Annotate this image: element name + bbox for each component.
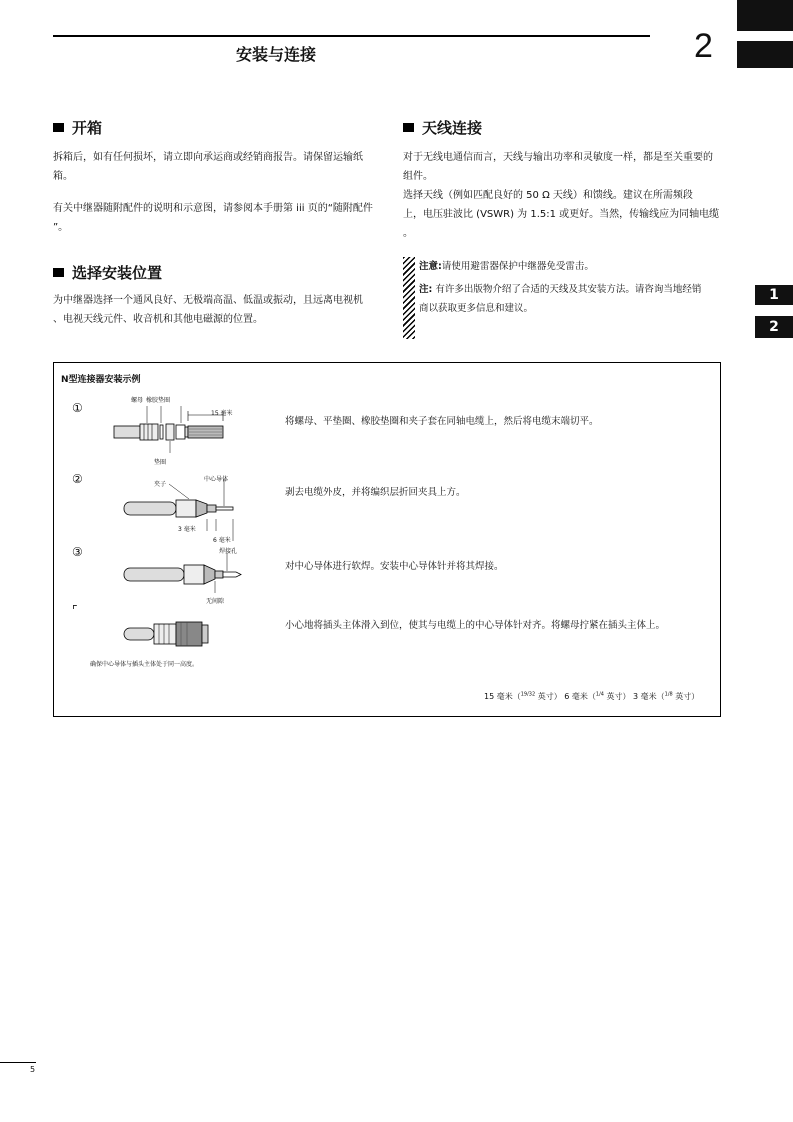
step-1-text: 将螺母、平垫圈、橡胶垫圈和夹子套在同轴电缆上，然后将电缆末端切平。 (285, 416, 599, 427)
chapter-tab-top (737, 0, 793, 31)
step-1-diagram (109, 393, 249, 465)
label-washer: 垫圈 (154, 459, 167, 466)
bullet-square-icon (53, 268, 64, 277)
label-6mm: 6 毫米 (213, 537, 231, 544)
chapter-number: 2 (694, 27, 713, 65)
footer-rule (0, 1062, 36, 1063)
antenna-paragraph-2: 选择天线（例如匹配良好的 50 Ω 天线）和馈线。建议在所需频段 上，电压驻波比 (VSWR) 为 1.5:1 或更好。当然，传输线应为同轴电缆 。 (403, 190, 720, 239)
antenna-note: 注: 有许多出版物介绍了合适的天线及其安装方法。请咨询当地经销 商以获取更多信息和建议。 (419, 284, 702, 314)
caution-note: 注意:请使用避雷器保护中继器免受雷击。 (419, 261, 594, 272)
step-3-number: ③ (72, 545, 83, 559)
page-number: 5 (30, 1065, 36, 1074)
label-nut: 螺母 (131, 397, 144, 404)
section-location-title: 选择安装位置 (53, 262, 162, 283)
label-3mm: 3 毫米 (178, 526, 196, 533)
step-1-number: ① (72, 401, 83, 415)
unpacking-paragraph-2: 有关中继器随附配件的说明和示意图，请参阅本手册第 iii 页的“随附配件 ”。 (53, 203, 373, 233)
step-2-number: ② (72, 472, 83, 486)
step-4-text: 小心地将插头主体滑入到位，使其与电缆上的中心导体针对齐。将螺母拧紧在插头主体上。 (285, 620, 666, 631)
bullet-square-icon (53, 123, 64, 132)
connector-box-title: N型连接器安装示例 (61, 375, 141, 385)
section-antenna-title: 天线连接 (403, 117, 482, 138)
step-3-diagram (119, 547, 249, 607)
label-no-gap: 无间隙 (206, 598, 225, 605)
header-rule (53, 35, 650, 37)
connector-example-box (53, 362, 721, 717)
step-2-text: 剥去电缆外皮，并将编织层折回夹具上方。 (285, 487, 466, 498)
unit-conversion: 15 毫米（$^{19/32}$ 英寸） 6 毫米（$^{1/4}$ 英寸） 3 毫米（$^{1/8}$ 英寸） (484, 691, 700, 701)
unpacking-paragraph-1: 拆箱后，如有任何损坏，请立即向承运商或经销商报告。请保留运输纸 箱。 (53, 152, 363, 182)
side-tab-2[interactable]: 2 (755, 316, 793, 338)
label-15mm: 15 毫米 (211, 410, 233, 417)
section-unpacking-title: 开箱 (53, 117, 102, 138)
antenna-paragraph-1: 对于无线电通信而言，天线与输出功率和灵敏度一样，都是至关重要的 组件。 (403, 152, 713, 182)
caution-hatch-bar (403, 257, 415, 339)
step-4-caption: 确保中心导体与插头主体处于同一高度。 (90, 661, 199, 668)
chapter-tab-bottom (737, 41, 793, 68)
label-clamp: 夹子 (154, 481, 167, 488)
step-4-diagram (119, 615, 249, 655)
page-title: 安装与连接 (236, 45, 317, 64)
label-rubber-washer: 橡胶垫圈 (146, 397, 171, 404)
side-tab-1[interactable]: 1 (755, 285, 793, 305)
label-center-conductor: 中心导体 (204, 476, 229, 483)
label-solder-hole: 焊接孔 (219, 548, 238, 555)
step-3-text: 对中心导体进行软焊。安装中心导体针并将其焊接。 (285, 561, 504, 572)
location-paragraph: 为中继器选择一个通风良好、无极端高温、低温或振动，且远离电视机 、电视天线元件、收音机和其他电磁源的位置。 (53, 295, 363, 325)
step-4-number: ⌜ (72, 603, 78, 617)
bullet-square-icon (403, 123, 414, 132)
